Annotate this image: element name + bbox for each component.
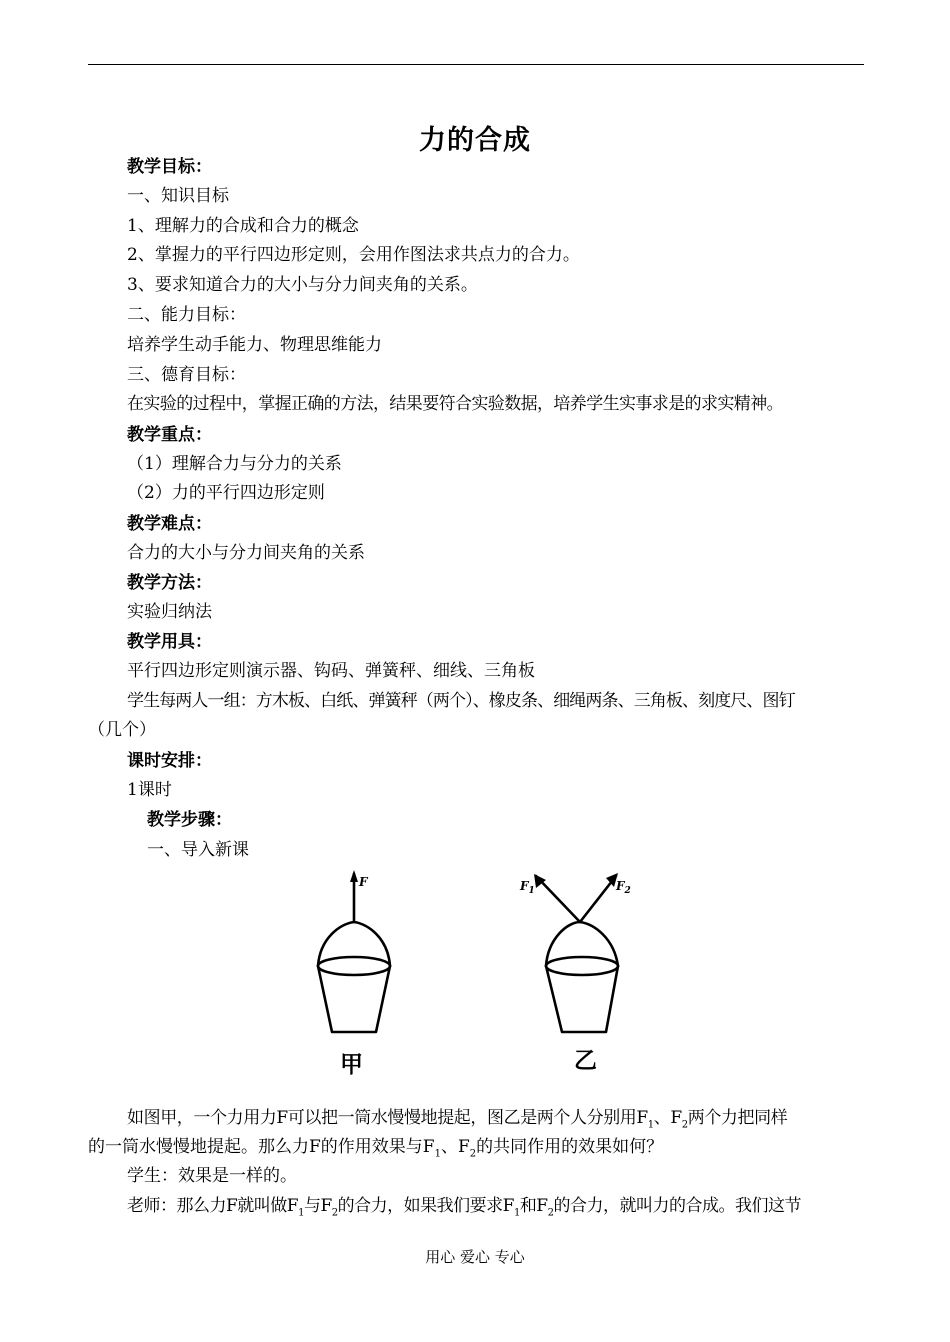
student-reply: 学生：效果是一样的。 — [127, 1166, 297, 1186]
difficulty-heading: 教学难点： — [127, 514, 212, 534]
paragraph-1-line-2: 的一筒水慢慢地提起。那么力F的作用效果与$F_1$、$F_2$的共同作用的效果如何？ — [88, 1137, 664, 1160]
knowledge-goal-1: 1、理解力的合成和合力的概念 — [127, 216, 359, 236]
header-rule — [88, 64, 864, 65]
key-point-2: （2）力的平行四边形定则 — [127, 483, 325, 503]
intro-heading: 一、导入新课 — [147, 840, 249, 860]
key-point-1: （1）理解合力与分力的关系 — [127, 454, 342, 474]
moral-goal-text: 在实验的过程中，掌握正确的方法，结果要符合实验数据，培养学生实事求是的求实精神。 — [127, 394, 783, 414]
knowledge-goal-3: 3、要求知道合力的大小与分力间夹角的关系。 — [127, 275, 478, 295]
method-text: 实验归纳法 — [127, 602, 212, 622]
student-materials-text: 学生每两人一组：方木板、白纸、弹簧秤（两个）、橡皮条、细绳两条、三角板、刻度尺、图钉 — [127, 691, 795, 711]
difficulty-text: 合力的大小与分力间夹角的关系 — [127, 543, 365, 563]
page-footer: 用心 爱心 专心 — [425, 1248, 525, 1266]
caption-jia: 甲 — [340, 1052, 363, 1078]
bucket-figure — [300, 862, 640, 1082]
paragraph-1-line-1: 如图甲，一个力用力F可以把一筒水慢慢地提起，图乙是两个人分别用$F_1$、$F_2$两个力把同样 — [127, 1108, 788, 1131]
tools-heading: 教学用具： — [127, 632, 212, 652]
bucket-b — [534, 873, 618, 1032]
knowledge-goal-2: 2、掌握力的平行四边形定则，会用作图法求共点力的合力。 — [127, 245, 580, 265]
teacher-line: 老师：那么力F就叫做$F_1$与$F_2$的合力，如果我们要求$F_1$和$F_2$的合力，就叫力的合成。我们这节 — [127, 1196, 801, 1219]
force-label-f2: $F_2$ — [616, 879, 631, 896]
caption-yi: 乙 — [574, 1048, 597, 1074]
goals-heading: 教学目标： — [127, 157, 212, 177]
ability-goal-text: 培养学生动手能力、物理思维能力 — [127, 335, 382, 355]
knowledge-goal-heading: 一、知识目标 — [127, 186, 229, 206]
page-title: 力的合成 — [419, 125, 531, 156]
method-heading: 教学方法： — [127, 573, 212, 593]
force-label-f1: $F_1$ — [520, 879, 535, 896]
steps-heading: 教学步骤： — [147, 810, 232, 830]
force-label-f: F — [359, 875, 368, 889]
ability-goal-heading: 二、能力目标： — [127, 305, 246, 325]
time-heading: 课时安排： — [127, 751, 212, 771]
tools-text: 平行四边形定则演示器、钩码、弹簧秤、细线、三角板 — [127, 661, 535, 681]
moral-goal-heading: 三、德育目标： — [127, 365, 246, 385]
key-points-heading: 教学重点： — [127, 425, 212, 445]
bucket-a — [318, 870, 390, 1032]
time-text: 1课时 — [127, 780, 172, 800]
student-materials-text-cont: （几个） — [88, 720, 156, 740]
